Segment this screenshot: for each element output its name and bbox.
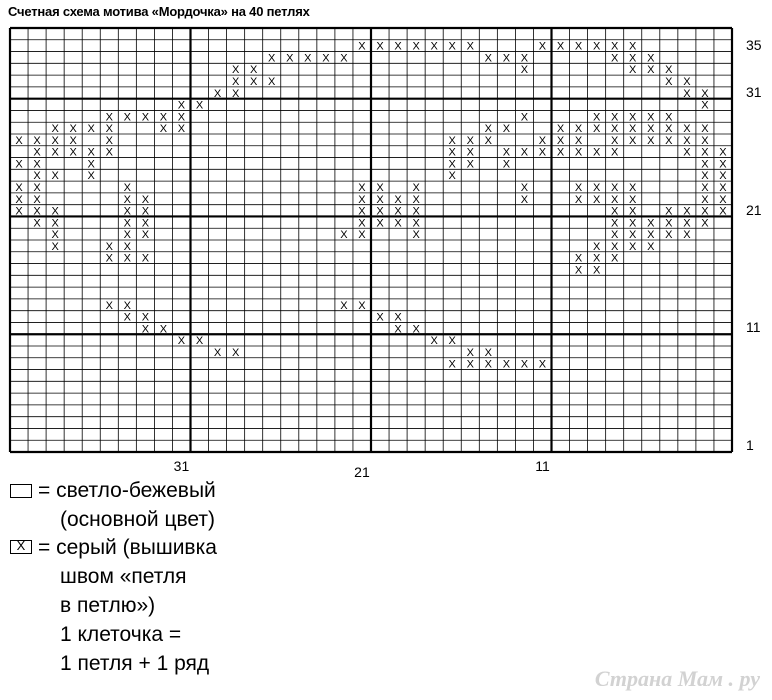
- watermark-logo: Страна Мам . ру: [594, 666, 760, 691]
- stitch-x-mark: X: [719, 170, 727, 183]
- stitch-x-mark: X: [340, 52, 348, 65]
- stitch-x-mark: X: [51, 217, 59, 230]
- stitch-x-mark: X: [538, 146, 547, 159]
- stitch-x-mark: X: [51, 205, 59, 218]
- stitch-x-mark: X: [195, 335, 204, 348]
- stitch-x-mark: X: [719, 205, 727, 218]
- legend-item-2-line-4: 1 клеточка =: [60, 623, 182, 646]
- stitch-x-mark: X: [141, 205, 150, 218]
- stitch-x-mark: X: [574, 193, 583, 206]
- chart-title: Счетная схема мотива «Мордочка» на 40 петлях: [8, 4, 310, 19]
- stitch-x-mark: X: [466, 134, 474, 147]
- stitch-x-mark: X: [502, 158, 511, 171]
- stitch-x-mark: X: [195, 99, 204, 112]
- stitch-x-mark: X: [141, 323, 150, 336]
- legend-item-2-line-2: швом «петля: [60, 565, 187, 588]
- stitch-x-mark: X: [448, 146, 456, 159]
- stitch-x-mark: X: [611, 134, 619, 147]
- column-number-label: 31: [173, 458, 190, 474]
- stitch-x-mark: X: [629, 134, 637, 147]
- stitch-x-mark: X: [683, 217, 691, 230]
- stitch-x-mark: X: [376, 193, 384, 206]
- legend-item-1-line-2: (основной цвет): [60, 508, 215, 531]
- stitch-x-mark: X: [719, 182, 727, 194]
- stitch-x-mark: X: [611, 40, 619, 53]
- stitch-x-mark: X: [611, 146, 619, 159]
- stitch-x-mark: X: [448, 40, 456, 53]
- stitch-x-mark: X: [520, 146, 529, 159]
- stitch-x-mark: X: [448, 158, 456, 171]
- column-number-label: 21: [354, 464, 370, 480]
- stitch-x-mark: X: [683, 146, 691, 159]
- stitch-x-mark: X: [123, 240, 131, 253]
- stitch-x-mark: X: [611, 123, 619, 136]
- stitch-x-mark: X: [611, 240, 619, 253]
- stitch-x-mark: X: [15, 134, 23, 147]
- stitch-x-mark: X: [556, 40, 565, 53]
- stitch-x-mark: X: [665, 123, 673, 136]
- stitch-x-mark: X: [629, 123, 637, 136]
- stitch-x-mark: X: [231, 87, 240, 100]
- stitch-x-mark: X: [340, 299, 348, 312]
- stitch-x-mark: X: [376, 311, 384, 324]
- stitch-x-mark: X: [484, 123, 492, 136]
- stitch-x-mark: X: [448, 358, 456, 371]
- stitch-x-mark: X: [51, 240, 59, 253]
- stitch-x-mark: X: [665, 64, 673, 77]
- stitch-x-mark: X: [33, 182, 41, 194]
- stitch-x-mark: X: [629, 182, 637, 194]
- stitch-x-mark: X: [647, 111, 655, 124]
- stitch-x-mark: X: [574, 123, 583, 136]
- stitch-x-mark: X: [69, 146, 77, 159]
- stitch-x-mark: X: [213, 346, 222, 359]
- stitch-x-mark: X: [105, 123, 113, 136]
- stitch-x-mark: X: [701, 193, 709, 206]
- stitch-x-mark: X: [484, 52, 492, 65]
- stitch-x-mark: X: [177, 111, 186, 124]
- stitch-x-mark: X: [629, 111, 637, 124]
- row-number-label: 11: [746, 319, 761, 336]
- stitch-x-mark: X: [358, 193, 366, 206]
- stitch-x-mark: X: [105, 134, 113, 147]
- stitch-x-mark: X: [484, 358, 492, 371]
- stitch-x-mark: X: [484, 134, 492, 147]
- stitch-x-mark: X: [701, 123, 709, 136]
- stitch-x-mark: X: [592, 40, 601, 53]
- stitch-x-mark: X: [701, 87, 709, 100]
- stitch-x-mark: X: [358, 40, 366, 53]
- stitch-x-mark: X: [250, 76, 258, 88]
- stitch-x-mark: X: [484, 346, 492, 359]
- stitch-x-mark: X: [701, 146, 709, 159]
- stitch-x-mark: X: [574, 252, 583, 265]
- stitch-x-mark: X: [51, 134, 59, 147]
- row-number-label: 31: [746, 83, 762, 100]
- stitch-x-mark: X: [412, 323, 420, 336]
- stitch-x-mark: X: [159, 123, 168, 136]
- stitch-x-mark: X: [466, 146, 474, 159]
- stitch-x-mark: X: [376, 182, 384, 194]
- stitch-x-mark: X: [629, 205, 637, 218]
- stitch-x-mark: X: [231, 346, 240, 359]
- stitch-x-mark: X: [394, 323, 402, 336]
- stitch-x-mark: X: [701, 217, 709, 230]
- stitch-x-mark: X: [611, 193, 619, 206]
- stitch-x-mark: X: [51, 123, 59, 136]
- stitch-x-mark: X: [177, 335, 186, 348]
- legend-empty-swatch: [10, 484, 32, 498]
- stitch-x-mark: X: [376, 40, 384, 53]
- stitch-x-mark: X: [683, 205, 691, 218]
- stitch-x-mark: X: [448, 335, 456, 348]
- stitch-x-mark: X: [33, 158, 41, 171]
- stitch-x-mark: X: [701, 205, 709, 218]
- stitch-x-mark: X: [592, 264, 601, 277]
- stitch-x-mark: X: [629, 229, 637, 242]
- stitch-x-mark: X: [15, 193, 23, 206]
- stitch-x-mark: X: [592, 146, 601, 159]
- stitch-x-mark: X: [665, 76, 673, 88]
- stitch-x-mark: X: [141, 217, 150, 230]
- stitch-x-mark: X: [141, 229, 150, 242]
- stitch-x-mark: X: [574, 40, 583, 53]
- stitch-x-mark: X: [701, 99, 709, 112]
- stitch-x-mark: X: [683, 229, 691, 242]
- stitch-x-mark: X: [358, 299, 366, 312]
- legend-x-symbol: X: [16, 538, 26, 553]
- stitch-x-mark: X: [647, 240, 655, 253]
- stitch-x-mark: X: [412, 193, 420, 206]
- row-number-label: 21: [746, 201, 762, 218]
- stitch-x-mark: X: [394, 40, 402, 53]
- stitch-x-mark: X: [268, 52, 276, 65]
- stitch-x-mark: X: [123, 299, 131, 312]
- stitch-x-mark: X: [647, 217, 655, 230]
- stitch-x-mark: X: [466, 158, 474, 171]
- legend-item-2-line-5: 1 петля + 1 ряд: [60, 652, 210, 675]
- stitch-x-mark: X: [629, 52, 637, 65]
- stitch-x-mark: X: [141, 193, 150, 206]
- stitch-x-mark: X: [592, 240, 601, 253]
- legend-x-swatch: [10, 540, 32, 554]
- row-number-label: 1: [746, 437, 754, 454]
- stitch-x-mark: X: [538, 134, 547, 147]
- stitch-x-mark: X: [33, 170, 41, 183]
- stitch-x-mark: X: [87, 170, 95, 183]
- stitch-x-mark: X: [69, 134, 77, 147]
- legend-item-2-line-1: = серый (вышивка: [38, 536, 217, 559]
- stitch-x-mark: X: [448, 170, 456, 183]
- stitch-x-mark: X: [250, 64, 258, 77]
- stitch-x-mark: X: [15, 158, 23, 171]
- stitch-x-mark: X: [51, 229, 59, 242]
- stitch-x-mark: X: [394, 205, 402, 218]
- stitch-x-mark: X: [412, 182, 420, 194]
- stitch-x-mark: X: [394, 193, 402, 206]
- stitch-x-mark: X: [123, 217, 131, 230]
- stitch-x-mark: X: [358, 205, 366, 218]
- legend-item-2-line-3: в петлю»): [60, 594, 156, 617]
- stitch-x-mark: X: [412, 229, 420, 242]
- stitch-x-mark: X: [701, 170, 709, 183]
- stitch-x-mark: X: [574, 146, 583, 159]
- stitch-x-mark: X: [719, 158, 727, 171]
- stitch-x-mark: X: [376, 205, 384, 218]
- stitch-x-mark: X: [520, 52, 529, 65]
- stitch-x-mark: X: [665, 229, 673, 242]
- stitch-x-mark: X: [105, 240, 113, 253]
- stitch-x-mark: X: [611, 111, 619, 124]
- stitch-x-mark: X: [177, 99, 186, 112]
- stitch-x-mark: X: [629, 240, 637, 253]
- stitch-x-mark: X: [105, 299, 113, 312]
- stitch-x-mark: X: [592, 193, 601, 206]
- stitch-x-mark: X: [376, 217, 384, 230]
- stitch-x-mark: X: [683, 76, 691, 88]
- stitch-x-mark: X: [683, 134, 691, 147]
- stitch-x-mark: X: [611, 217, 619, 230]
- stitch-x-mark: X: [538, 358, 547, 371]
- stitch-x-mark: X: [105, 111, 113, 124]
- stitch-x-mark: X: [466, 346, 474, 359]
- stitch-x-mark: X: [51, 170, 59, 183]
- stitch-x-mark: X: [592, 252, 601, 265]
- stitch-x-mark: X: [701, 134, 709, 147]
- stitch-x-mark: X: [141, 111, 150, 124]
- stitch-x-mark: X: [502, 358, 511, 371]
- stitch-x-mark: X: [123, 229, 131, 242]
- stitch-x-mark: X: [177, 123, 186, 136]
- legend-item-1-line-1: = светло-бежевый: [38, 479, 216, 502]
- stitch-x-mark: X: [629, 40, 637, 53]
- stitch-x-mark: X: [538, 40, 547, 53]
- stitch-x-mark: X: [358, 217, 366, 230]
- stitch-x-mark: X: [611, 52, 619, 65]
- stitch-x-mark: X: [502, 52, 511, 65]
- stitch-x-mark: X: [647, 123, 655, 136]
- stitch-x-mark: X: [520, 182, 529, 194]
- stitch-x-mark: X: [611, 182, 619, 194]
- stitch-x-mark: X: [520, 64, 529, 77]
- stitch-x-mark: X: [647, 134, 655, 147]
- stitch-x-mark: X: [123, 182, 131, 194]
- stitch-x-mark: X: [123, 193, 131, 206]
- stitch-x-mark: X: [123, 252, 131, 265]
- row-number-label: 35: [746, 36, 762, 53]
- stitch-x-mark: X: [141, 311, 150, 324]
- stitch-x-mark: X: [466, 40, 474, 53]
- stitch-x-mark: X: [322, 52, 330, 65]
- stitch-x-mark: X: [556, 134, 565, 147]
- stitch-x-mark: X: [394, 217, 402, 230]
- stitch-x-mark: X: [611, 252, 619, 265]
- stitch-x-mark: X: [701, 158, 709, 171]
- stitch-x-mark: X: [574, 182, 583, 194]
- stitch-x-mark: X: [665, 205, 673, 218]
- stitch-x-mark: X: [159, 111, 168, 124]
- stitch-x-mark: X: [683, 87, 691, 100]
- stitch-x-mark: X: [268, 76, 276, 88]
- stitch-x-mark: X: [159, 323, 168, 336]
- stitch-x-mark: X: [647, 52, 655, 65]
- stitch-x-mark: X: [574, 264, 583, 277]
- stitch-x-mark: X: [665, 111, 673, 124]
- stitch-x-mark: X: [556, 146, 565, 159]
- stitch-x-mark: X: [231, 76, 240, 88]
- stitch-x-mark: X: [629, 193, 637, 206]
- stitch-x-mark: X: [51, 146, 59, 159]
- stitch-x-mark: X: [87, 146, 95, 159]
- stitch-x-mark: X: [15, 205, 23, 218]
- stitch-x-mark: X: [502, 146, 511, 159]
- stitch-x-mark: X: [33, 205, 41, 218]
- stitch-x-mark: X: [123, 111, 131, 124]
- stitch-x-mark: X: [520, 111, 529, 124]
- stitch-x-mark: X: [15, 182, 23, 194]
- stitch-x-mark: X: [105, 146, 113, 159]
- stitch-x-mark: X: [430, 335, 438, 348]
- stitch-x-mark: X: [412, 217, 420, 230]
- stitch-x-mark: X: [123, 205, 131, 218]
- stitch-x-mark: X: [33, 217, 41, 230]
- stitch-x-mark: X: [701, 182, 709, 194]
- stitch-x-mark: X: [665, 217, 673, 230]
- stitch-x-mark: X: [33, 146, 41, 159]
- column-number-label: 11: [535, 458, 550, 474]
- stitch-x-mark: X: [448, 134, 456, 147]
- stitch-x-mark: X: [502, 123, 511, 136]
- stitch-x-mark: X: [556, 123, 565, 136]
- stitch-x-mark: X: [412, 40, 420, 53]
- stitch-x-mark: X: [629, 217, 637, 230]
- stitch-x-mark: X: [304, 52, 312, 65]
- stitch-x-mark: X: [87, 123, 95, 136]
- stitch-x-mark: X: [520, 358, 529, 371]
- stitch-x-mark: X: [574, 134, 583, 147]
- stitch-x-mark: X: [683, 123, 691, 136]
- stitch-x-mark: X: [105, 252, 113, 265]
- stitch-x-mark: X: [592, 123, 601, 136]
- stitch-x-mark: X: [520, 193, 529, 206]
- stitch-x-mark: X: [33, 193, 41, 206]
- stitch-x-mark: X: [358, 182, 366, 194]
- stitch-x-mark: X: [647, 64, 655, 77]
- stitch-x-mark: X: [466, 358, 474, 371]
- stitch-x-mark: X: [592, 182, 601, 194]
- stitch-x-mark: X: [123, 311, 131, 324]
- stitch-x-mark: X: [611, 205, 619, 218]
- stitch-x-mark: X: [69, 123, 77, 136]
- stitch-x-mark: X: [430, 40, 438, 53]
- stitch-x-mark: X: [141, 252, 150, 265]
- stitch-x-mark: X: [286, 52, 294, 65]
- stitch-x-mark: X: [33, 134, 41, 147]
- stitch-x-mark: X: [394, 311, 402, 324]
- stitch-x-mark: X: [719, 146, 727, 159]
- stitch-x-mark: X: [647, 229, 655, 242]
- stitch-x-mark: X: [213, 87, 222, 100]
- stitch-x-mark: X: [611, 229, 619, 242]
- stitch-x-mark: X: [412, 205, 420, 218]
- stitch-x-mark: X: [719, 193, 727, 206]
- stitch-x-mark: X: [231, 64, 240, 77]
- stitch-x-mark: X: [592, 111, 601, 124]
- stitch-x-mark: X: [340, 229, 348, 242]
- stitch-x-mark: X: [665, 134, 673, 147]
- stitch-x-mark: X: [87, 158, 95, 171]
- stitch-x-mark: X: [358, 229, 366, 242]
- stitch-x-mark: X: [629, 64, 637, 77]
